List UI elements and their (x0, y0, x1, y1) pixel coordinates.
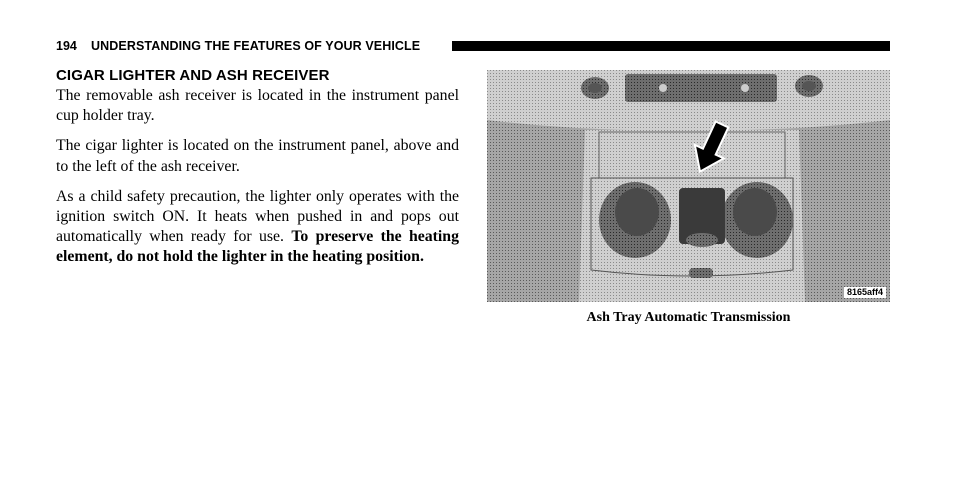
ash-tray-drawing (487, 70, 890, 302)
page-number: 194 (56, 39, 77, 53)
page-header (56, 38, 890, 54)
running-header-title: UNDERSTANDING THE FEATURES OF YOUR VEHICLE (91, 39, 421, 53)
section-heading: CIGAR LIGHTER AND ASH RECEIVER (56, 67, 330, 84)
paragraph-ash-receiver: The removable ash receiver is located in the instrument panel cup holder tray. (56, 87, 459, 125)
ash-tray-illustration (487, 70, 890, 302)
text-column (56, 66, 459, 278)
header-rule (452, 41, 890, 51)
figure-caption: Ash Tray Automatic Transmission (586, 310, 791, 325)
figure-code: 8165aff4 (844, 287, 886, 298)
safety-text: As a child safety precaution, the lighter only operates with the ignition switch ON. It heats when pushed in and pops out automatically when ready for use. (56, 187, 459, 246)
safety-warning: To preserve the heating element, do not hold the lighter in the heating position. (56, 228, 459, 266)
paragraph-safety (56, 187, 459, 268)
paragraph-cigar-lighter: The cigar lighter is located on the instrument panel, above and to the left of the ash receiver. (56, 137, 459, 175)
